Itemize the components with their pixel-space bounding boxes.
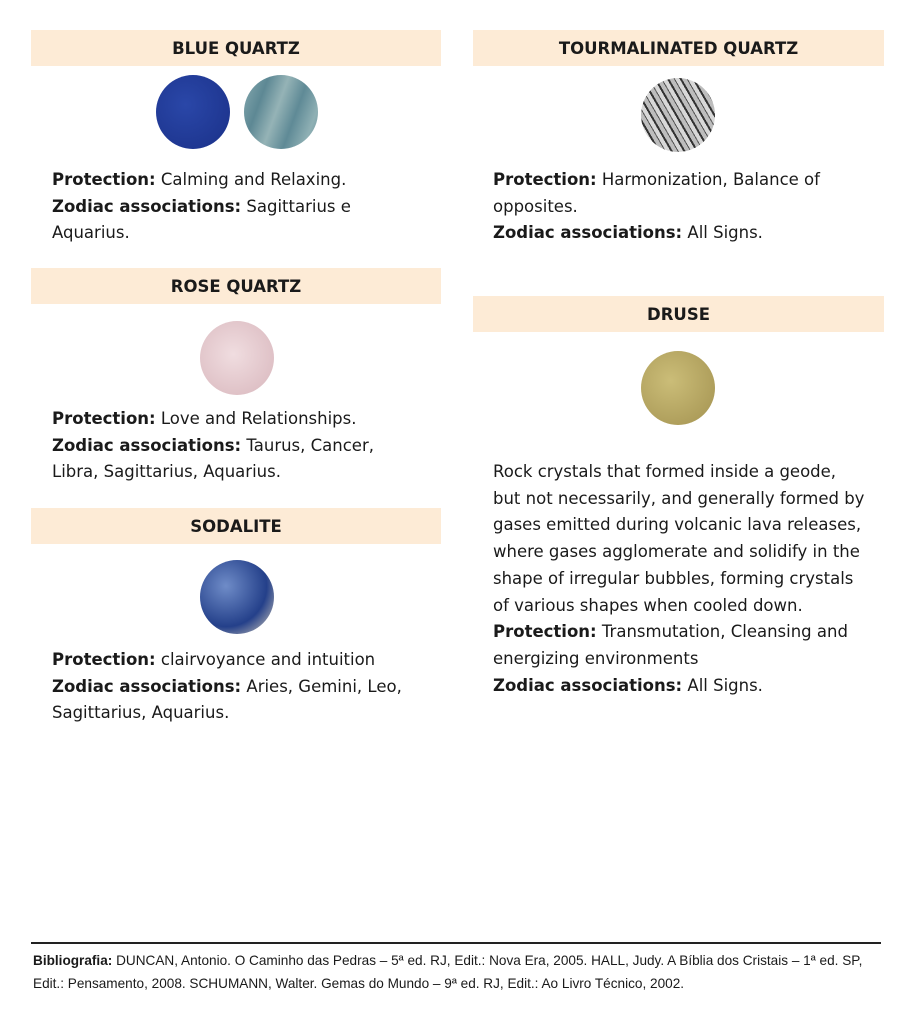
bibliography-label: Bibliografia: xyxy=(33,953,113,968)
rose-quartz-text xyxy=(52,406,422,486)
protection-value: clairvoyance and intuition xyxy=(155,650,376,669)
rose-quartz-image xyxy=(200,321,274,395)
protection-value: Harmonization, Balance of opposites. xyxy=(493,170,820,216)
druse-heading: DRUSE xyxy=(473,296,884,332)
protection-value: Calming and Relaxing. xyxy=(155,170,347,189)
bibliography xyxy=(33,949,883,995)
zodiac-label: Zodiac associations: xyxy=(52,196,242,216)
protection-label: Protection: xyxy=(52,409,156,428)
protection-value: Transmutation, Cleansing and energizing environments xyxy=(493,622,848,668)
druse-description: Rock crystals that formed inside a geode, but not necessarily, and generally formed by gases emitted during volcanic lava releases, where gases agglomerate and solidify in the shape of irregular bubbles, forming crystals of various shapes when cooled down. xyxy=(493,462,865,615)
protection-label: Protection: xyxy=(52,170,156,189)
druse-text xyxy=(493,459,868,699)
zodiac-label: Zodiac associations: xyxy=(52,435,242,455)
protection-value: Love and Relationships. xyxy=(155,409,357,428)
zodiac-label: Zodiac associations: xyxy=(493,223,683,243)
druse-image xyxy=(641,351,715,425)
blue-quartz-image-2 xyxy=(244,75,318,149)
zodiac-value: All Signs. xyxy=(682,675,763,695)
tourmalinated-quartz-image xyxy=(641,78,715,152)
blue-quartz-text xyxy=(52,167,412,247)
protection-label: Protection: xyxy=(493,622,597,642)
zodiac-label: Zodiac associations: xyxy=(52,676,242,696)
zodiac-label: Zodiac associations: xyxy=(493,675,683,695)
blue-quartz-image-1 xyxy=(156,75,230,149)
zodiac-value: Taurus, Cancer, Libra, Sagittarius, Aquarius. xyxy=(52,435,374,482)
tourmalinated-quartz-text xyxy=(493,167,863,247)
bibliography-text: DUNCAN, Antonio. O Caminho das Pedras – 5ª ed. RJ, Edit.: Nova Era, 2005. HALL, Judy. A Bíblia dos Cristais – 1ª ed. SP, Edit.: Pensamento, 2008. SCHUMANN, Walter. Gemas do Mundo – 9ª ed. RJ, Edit.: Ao Livro Técnico, 2002. xyxy=(33,953,863,991)
sodalite-image xyxy=(200,560,274,634)
blue-quartz-heading: BLUE QUARTZ xyxy=(31,30,441,66)
sodalite-text xyxy=(52,647,422,727)
tourmalinated-quartz-heading: TOURMALINATED QUARTZ xyxy=(473,30,884,66)
protection-label: Protection: xyxy=(493,170,597,189)
zodiac-value: Sagittarius e Aquarius. xyxy=(52,196,351,243)
zodiac-value: Aries, Gemini, Leo, Sagittarius, Aquarius. xyxy=(52,676,402,723)
protection-label: Protection: xyxy=(52,650,156,669)
footer-divider xyxy=(31,942,881,944)
sodalite-heading: SODALITE xyxy=(31,508,441,544)
rose-quartz-heading: ROSE QUARTZ xyxy=(31,268,441,304)
zodiac-value: All Signs. xyxy=(682,223,763,243)
